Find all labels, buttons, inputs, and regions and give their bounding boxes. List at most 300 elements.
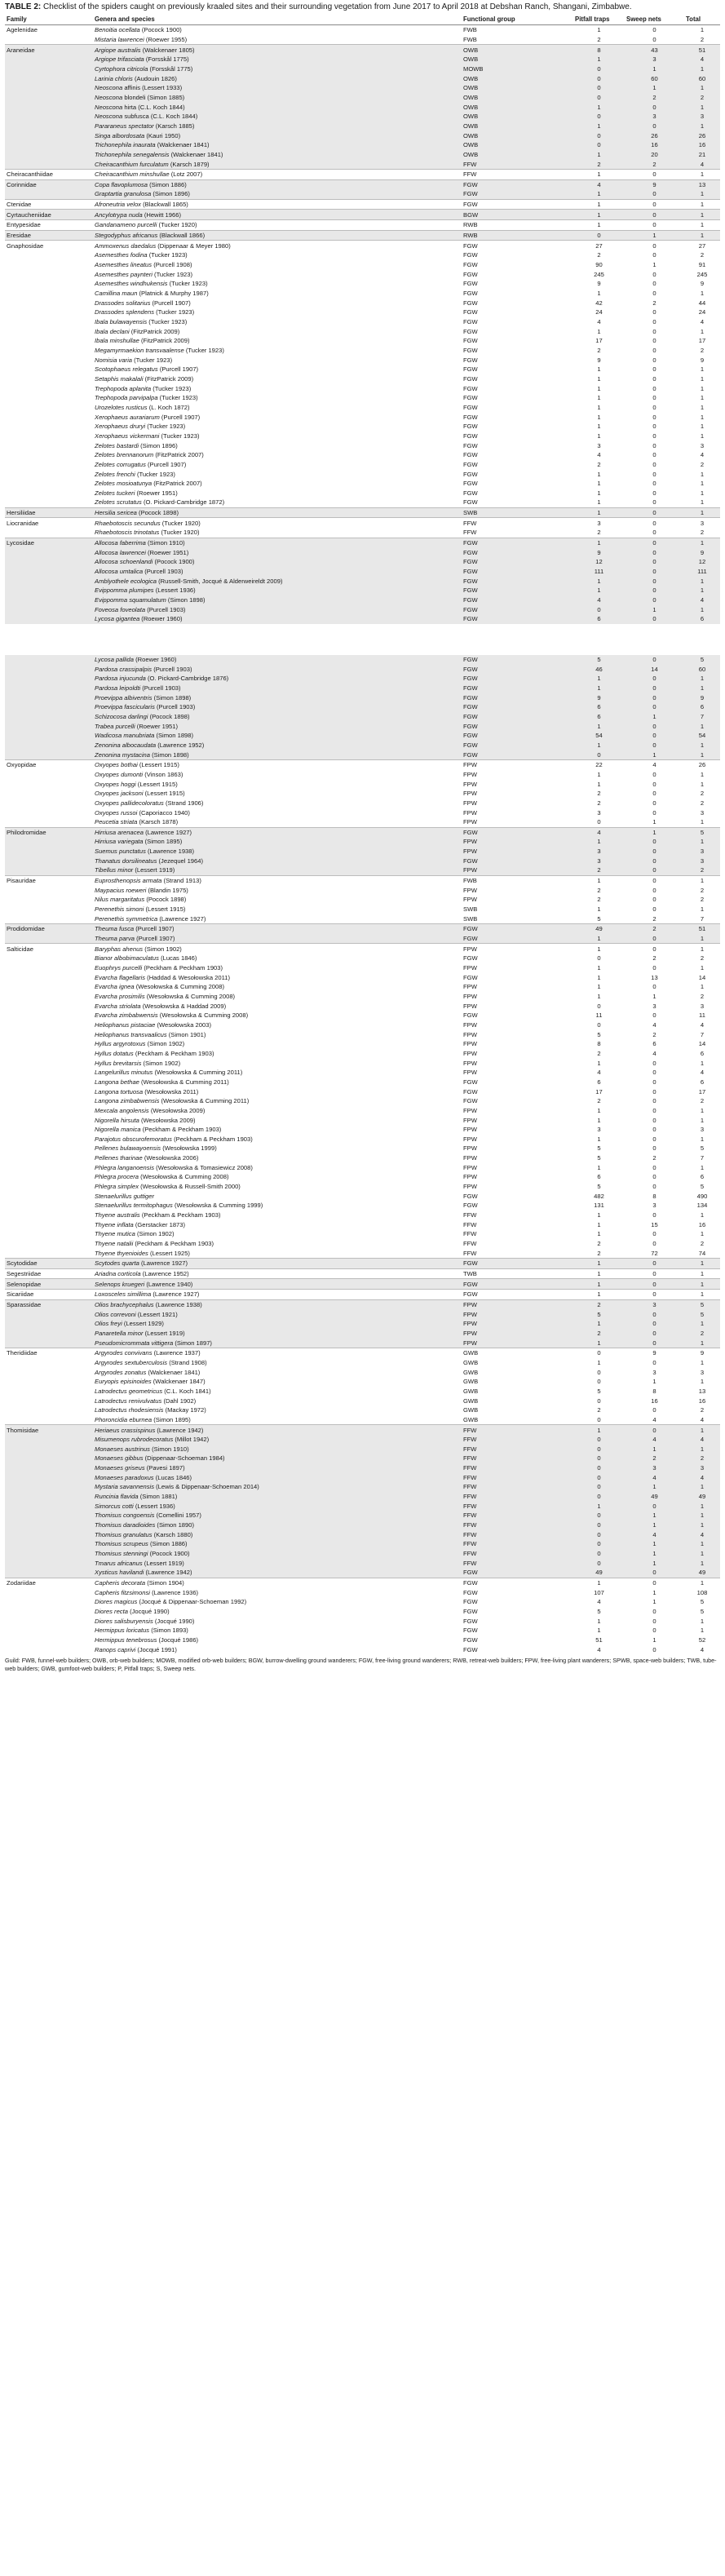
functional-group-cell: FPW — [463, 896, 477, 904]
species-name: Theuma fusca — [95, 925, 135, 933]
total-count-cell: 4 — [684, 159, 720, 169]
sweep-count-cell: 0 — [625, 1425, 684, 1435]
species-authority: (Walckenaer 1847) — [153, 1378, 206, 1386]
species-name: Langona zimbabwensis — [95, 1097, 160, 1105]
functional-group-cell: FFW — [462, 1482, 573, 1492]
family-cell — [5, 1405, 93, 1415]
species-cell — [93, 1635, 462, 1645]
table-row — [5, 1329, 720, 1339]
total-count-cell: 1 — [684, 220, 720, 231]
sweep-count-cell: 43 — [625, 45, 684, 55]
species-cell — [93, 199, 462, 210]
functional-group-cell: FPW — [463, 818, 477, 826]
species-name: Ariadna corticola — [95, 1270, 141, 1278]
total-count-cell: 1 — [684, 1338, 720, 1348]
functional-group-cell: FGW — [463, 356, 478, 364]
species-authority: (Simon 1896) — [140, 441, 178, 449]
sweep-count-cell: 0 — [625, 741, 684, 750]
species-name: Proevippa albiventris — [95, 693, 153, 702]
total-count-cell: 14 — [698, 973, 706, 981]
functional-group-cell: FFW — [462, 159, 573, 169]
total-count-cell: 11 — [699, 1011, 705, 1020]
species-name: Trephopoda aplanita — [95, 384, 152, 392]
total-count-cell: 4 — [700, 1415, 705, 1423]
species-authority: (Comellini 1957) — [156, 1512, 201, 1520]
species-name: Simorcus cotti — [95, 1502, 134, 1510]
species-cell — [93, 856, 462, 865]
species-name: Xerophaeus aurariarum — [95, 413, 160, 421]
table-row — [5, 1454, 720, 1463]
family-cell — [5, 963, 93, 973]
pitfall-count-cell: 1 — [573, 210, 625, 220]
species-authority: (Millot 1942) — [175, 1436, 210, 1444]
pitfall-count-cell: 107 — [594, 1588, 604, 1596]
species-name: Langona tortuosa — [95, 1087, 144, 1095]
species-name: Proevippa fascicularis — [95, 703, 155, 711]
table-row — [5, 1068, 720, 1078]
table-row — [5, 131, 720, 140]
family-cell — [5, 422, 93, 432]
total-count-cell: 9 — [700, 356, 705, 364]
pitfall-count-cell: 1 — [597, 1211, 601, 1219]
family-cell — [5, 317, 93, 327]
species-cell — [93, 827, 462, 837]
family-cell — [5, 528, 93, 538]
species-authority: (Peckham & Peckham 1903) — [144, 964, 223, 972]
table-body-part-2 — [5, 655, 720, 1654]
sweep-count-cell: 0 — [625, 944, 684, 954]
family-cell — [5, 1162, 93, 1172]
table-row — [5, 604, 720, 614]
functional-group-cell: FGW — [463, 470, 478, 478]
total-count-cell: 2 — [700, 251, 705, 259]
table-row — [5, 1549, 720, 1559]
species-name: Evarcha zimbabwensis — [95, 1011, 158, 1020]
pitfall-count-cell: 4 — [573, 595, 625, 605]
functional-group-cell: FGW — [462, 693, 573, 702]
pitfall-count-cell: 3 — [573, 847, 625, 856]
functional-group-cell: GWB — [463, 1396, 479, 1405]
species-name: Setaphis makalali — [95, 374, 144, 383]
total-count-cell: 4 — [700, 1645, 705, 1653]
pitfall-count-cell: 4 — [597, 1645, 601, 1653]
pitfall-count-cell: 54 — [573, 731, 625, 741]
species-name: Euophrys purcelli — [95, 964, 143, 972]
sweep-count-cell: 0 — [625, 518, 684, 528]
table-row — [5, 1182, 720, 1192]
species-authority: (Lessert 1936) — [155, 586, 196, 595]
species-authority: (Purcell 1907) — [152, 299, 191, 307]
species-authority: (Wesołowska & Cumming 1999) — [174, 1202, 263, 1210]
sweep-count-cell: 16 — [651, 1396, 658, 1405]
sweep-count-cell: 0 — [652, 1078, 656, 1086]
table-row — [5, 693, 720, 702]
table-row — [5, 1279, 720, 1290]
species-cell — [93, 112, 462, 122]
species-name: Parajotus obscurofemoratus — [95, 1135, 172, 1143]
family-cell: Scytodidae — [5, 1259, 93, 1269]
species-name: Amblyothele ecologica — [95, 577, 157, 585]
species-authority: (Simon 1898) — [152, 750, 189, 759]
species-authority: (Roewer 1951) — [136, 722, 179, 730]
species-cell — [93, 1182, 462, 1192]
total-count-cell: 7 — [700, 914, 705, 923]
pitfall-count-cell: 90 — [595, 261, 603, 269]
species-name: Hyllus dotatus — [95, 1049, 134, 1057]
species-table — [5, 14, 720, 624]
family-cell — [5, 1520, 93, 1530]
species-cell — [93, 73, 462, 83]
sweep-count-cell: 4 — [625, 1435, 684, 1445]
species-name: Oxyopes pallidecoloratus — [95, 799, 164, 807]
species-name: Ibala minshullae — [95, 337, 139, 345]
sweep-count-cell: 0 — [625, 122, 684, 131]
species-authority: (Roewer 1955) — [145, 35, 188, 43]
pitfall-count-cell: 1 — [573, 1338, 625, 1348]
table-row — [5, 1568, 720, 1578]
species-cell — [93, 1463, 462, 1473]
functional-group-cell: FGW — [462, 1578, 573, 1587]
species-cell — [93, 538, 462, 547]
species-name: Thomisus congoensis — [95, 1512, 155, 1520]
table-row — [5, 1020, 720, 1030]
family-cell — [5, 693, 93, 702]
sweep-count-cell: 0 — [625, 576, 684, 586]
table-row — [5, 770, 720, 780]
functional-group-cell: FPW — [463, 1183, 477, 1191]
family-cell: Eresidae — [5, 230, 93, 241]
table-row — [5, 664, 720, 674]
functional-group-cell: FGW — [462, 712, 573, 722]
species-authority: (Tucker 1923) — [156, 308, 195, 316]
species-cell — [93, 1011, 462, 1020]
species-name: Selenops kruegeri — [95, 1280, 145, 1288]
family-cell — [5, 1626, 93, 1635]
family-cell — [5, 885, 93, 895]
total-count-cell: 1 — [700, 1617, 705, 1625]
family-cell — [5, 1539, 93, 1549]
species-authority: (Purcell 1907) — [159, 365, 199, 374]
total-count-cell: 1 — [684, 934, 720, 944]
species-name: Argyrodes sextuberculosis — [95, 1358, 168, 1366]
sweep-count-cell: 3 — [625, 1299, 684, 1309]
family-cell — [5, 1396, 93, 1405]
pitfall-count-cell: 1 — [573, 1268, 625, 1279]
family-cell — [5, 1172, 93, 1182]
family-cell — [5, 374, 93, 384]
table-row — [5, 865, 720, 875]
table-row — [5, 944, 720, 954]
species-name: Misumenops rubrodecoratus — [95, 1436, 174, 1444]
table-row — [5, 972, 720, 982]
table-row — [5, 422, 720, 432]
pitfall-count-cell: 1 — [597, 964, 601, 972]
species-table-continued — [5, 655, 720, 1654]
table-row — [5, 779, 720, 789]
sweep-count-cell: 0 — [652, 1126, 656, 1134]
species-cell — [93, 102, 462, 112]
table-row — [5, 159, 720, 169]
table-row — [5, 1268, 720, 1279]
table-footnote: Guild: FWB, funnel-web builders; OWB, orb-web builders; MOWB, modified orb-web builders; BGW, burrow-dwelling ground wanderers; FGW, free-living ground wanderers; RWB, retreat-web builders; FPW, free-living plant wanderers; SPWB, space-web builders; TWB, tube-web builders; GWB, gumfoot-web builders; P, Pitfall traps; S, Sweep nets. — [5, 1656, 717, 1672]
pitfall-count-cell: 1 — [597, 992, 601, 1000]
family-cell: Philodromidae — [5, 827, 93, 837]
species-cell — [93, 1078, 462, 1087]
species-cell — [93, 847, 462, 856]
species-authority: (Lessert 1919) — [144, 1559, 184, 1567]
sweep-count-cell: 0 — [652, 356, 656, 364]
species-name: Evarcha flagellaris — [95, 973, 146, 981]
family-cell — [5, 1020, 93, 1030]
species-authority: (Tucker 1923) — [148, 318, 188, 326]
table-row — [5, 64, 720, 74]
table-row — [5, 1011, 720, 1020]
total-count-cell: 1 — [700, 964, 705, 972]
total-count-cell: 4 — [700, 1020, 705, 1029]
table-row — [5, 924, 720, 934]
functional-group-cell: FPW — [462, 1329, 573, 1339]
pitfall-count-cell: 4 — [597, 1069, 601, 1077]
family-cell: Sicariidae — [5, 1290, 93, 1300]
family-cell — [5, 1511, 93, 1520]
family-cell: Lycosidae — [5, 538, 93, 547]
total-count-cell: 3 — [684, 856, 720, 865]
functional-group-cell: FGW — [463, 1078, 478, 1086]
pitfall-count-cell: 2 — [597, 896, 601, 904]
species-name: Euprosthenopsis armata — [95, 877, 162, 885]
functional-group-cell: FFW — [463, 1211, 477, 1219]
species-authority: (Jocqué & Dippenaar-Schoeman 1992) — [139, 1598, 247, 1606]
species-authority: (Wesołowska & Cumming 2008) — [146, 992, 236, 1000]
table-row — [5, 326, 720, 336]
sweep-count-cell: 0 — [625, 507, 684, 518]
species-name: Evarcha prosimilis — [95, 992, 145, 1000]
species-name: Stenaelurillus termitophagus — [95, 1202, 173, 1210]
functional-group-cell: FGW — [462, 664, 573, 674]
functional-group-cell: FFW — [462, 1529, 573, 1539]
family-cell — [5, 140, 93, 150]
species-name: Theuma parva — [95, 935, 135, 943]
species-authority: (Wesołowska 1999) — [162, 1144, 217, 1153]
species-name: Olios freyi — [95, 1320, 122, 1328]
table-row — [5, 1492, 720, 1502]
species-name: Cheiracanthium furculatum — [95, 160, 169, 168]
total-count-cell: 13 — [698, 1387, 706, 1395]
species-authority: (Haddad & Wesołowska 2011) — [147, 973, 231, 981]
functional-group-cell: FGW — [463, 1011, 478, 1020]
total-count-cell: 1 — [700, 470, 705, 478]
species-cell — [93, 1299, 462, 1309]
species-authority: (Peckham & Peckham 1903) — [142, 1126, 222, 1134]
species-cell — [93, 1626, 462, 1635]
sweep-count-cell: 0 — [625, 865, 684, 875]
pitfall-count-cell: 17 — [595, 1087, 603, 1095]
family-cell — [5, 1415, 93, 1425]
pitfall-count-cell: 0 — [597, 1020, 601, 1029]
total-count-cell: 3 — [700, 1368, 705, 1376]
total-count-cell: 2 — [700, 886, 705, 894]
species-name: Thomisus granulatus — [95, 1530, 153, 1538]
functional-group-cell: FGW — [463, 394, 478, 402]
functional-group-cell: OWB — [462, 102, 573, 112]
sweep-count-cell: 0 — [652, 808, 656, 817]
functional-group-cell: FGW — [462, 199, 573, 210]
species-cell — [93, 422, 462, 432]
sweep-count-cell: 0 — [652, 1106, 656, 1114]
table-row — [5, 1529, 720, 1539]
table-row — [5, 1299, 720, 1309]
functional-group-cell: FGW — [462, 567, 573, 577]
species-cell — [93, 1229, 462, 1239]
sweep-count-cell: 0 — [625, 199, 684, 210]
species-cell — [93, 1219, 462, 1229]
family-cell — [5, 1616, 93, 1626]
sweep-count-cell: 1 — [625, 1549, 684, 1559]
species-cell — [93, 507, 462, 518]
sweep-count-cell: 0 — [652, 413, 656, 421]
species-cell — [93, 150, 462, 160]
sweep-count-cell: 0 — [652, 896, 656, 904]
species-name: Nigorella hirsuta — [95, 1116, 139, 1124]
species-cell — [93, 189, 462, 199]
species-cell — [93, 1549, 462, 1559]
pitfall-count-cell: 0 — [573, 230, 625, 241]
species-name: Neoscona — [95, 113, 123, 121]
species-authority: (Peckham & Peckham 1903) — [135, 1240, 214, 1248]
species-authority: (Pocock 1898) — [149, 712, 190, 720]
total-count-cell: 21 — [684, 150, 720, 160]
species-authority: (FitzPatrick 2009) — [130, 327, 180, 335]
pitfall-count-cell: 1 — [597, 413, 601, 421]
family-cell: Cyrtaucheniidae — [5, 210, 93, 220]
species-authority: (Simon 1898) — [153, 693, 192, 702]
sweep-count-cell: 0 — [652, 1406, 656, 1414]
species-name: Neoscona — [95, 84, 123, 92]
family-cell — [5, 905, 93, 914]
species-cell — [93, 469, 462, 479]
species-cell — [93, 1520, 462, 1530]
family-cell — [5, 1001, 93, 1011]
pitfall-count-cell: 2 — [597, 35, 601, 43]
species-name: Ammoxenus daedalus — [95, 241, 157, 250]
species-authority: (Karsch 1885) — [155, 122, 195, 130]
functional-group-cell: FGW — [463, 299, 478, 307]
sweep-count-cell: 1 — [625, 712, 684, 722]
pitfall-count-cell: 1 — [573, 507, 625, 518]
pitfall-count-cell: 9 — [597, 356, 601, 364]
species-authority: affinis (Lessert 1933) — [124, 84, 183, 92]
functional-group-cell: FGW — [463, 451, 478, 459]
species-authority: (Wesołowska & Cumming 2008) — [140, 1173, 229, 1181]
family-cell — [5, 498, 93, 507]
sweep-count-cell: 14 — [625, 664, 684, 674]
family-cell — [5, 1078, 93, 1087]
species-cell — [93, 460, 462, 470]
total-count-cell: 5 — [684, 1309, 720, 1319]
total-count-cell: 3 — [700, 1126, 705, 1134]
species-authority: (Lucas 1846) — [161, 954, 197, 963]
functional-group-cell: FFW — [463, 1230, 477, 1238]
species-cell — [93, 1319, 462, 1329]
family-cell — [5, 1115, 93, 1125]
sweep-count-cell: 0 — [652, 1183, 656, 1191]
functional-group-cell: FPW — [462, 1309, 573, 1319]
species-cell — [93, 220, 462, 231]
family-cell — [5, 655, 93, 665]
family-cell — [5, 326, 93, 336]
pitfall-count-cell: 2 — [597, 346, 601, 354]
table-row — [5, 1049, 720, 1059]
species-authority: (Pocock 1898) — [146, 896, 187, 904]
species-name: Bianor albobimaculatus — [95, 954, 159, 963]
functional-group-cell: FPW — [463, 1040, 477, 1048]
pitfall-count-cell: 46 — [573, 664, 625, 674]
species-cell — [93, 1578, 462, 1587]
species-authority: (Simon 1890) — [157, 1521, 195, 1529]
species-authority: (Tucker 1920) — [161, 529, 200, 537]
table-row — [5, 528, 720, 538]
species-name: Monaeses gibbus — [95, 1454, 144, 1463]
table-row — [5, 269, 720, 279]
pitfall-count-cell: 1 — [597, 290, 601, 298]
table-row — [5, 93, 720, 103]
species-name: Evarcha striolata — [95, 1002, 141, 1010]
family-cell — [5, 1329, 93, 1339]
species-name: Pararaneus spectator — [95, 122, 154, 130]
pitfall-count-cell: 49 — [573, 1568, 625, 1578]
sweep-count-cell: 0 — [625, 1329, 684, 1339]
species-name: Thomisus scrupeus — [95, 1540, 148, 1548]
family-cell — [5, 721, 93, 731]
species-cell — [93, 241, 462, 250]
pitfall-count-cell: 0 — [573, 1472, 625, 1482]
pitfall-count-cell: 1 — [573, 538, 625, 547]
family-cell — [5, 159, 93, 169]
table-row — [5, 1501, 720, 1511]
pitfall-count-cell: 0 — [573, 1454, 625, 1463]
total-count-cell: 3 — [700, 1002, 705, 1010]
total-count-cell: 1 — [684, 944, 720, 954]
species-authority: (Dippenaar-Schoeman 1984) — [144, 1454, 225, 1463]
family-cell — [5, 432, 93, 441]
sweep-count-cell: 0 — [625, 169, 684, 179]
sweep-count-cell: 0 — [625, 934, 684, 944]
species-authority: (Purcell 1907) — [136, 935, 175, 943]
sweep-count-cell: 0 — [652, 886, 656, 894]
species-cell — [93, 169, 462, 179]
pitfall-count-cell: 1 — [573, 1279, 625, 1290]
family-cell — [5, 35, 93, 45]
total-count-cell: 1 — [700, 1378, 705, 1386]
table-row — [5, 393, 720, 403]
species-cell — [93, 498, 462, 507]
species-cell — [93, 808, 462, 817]
pitfall-count-cell: 0 — [573, 64, 625, 74]
functional-group-cell: FGW — [462, 731, 573, 741]
sweep-count-cell: 3 — [625, 112, 684, 122]
species-cell — [93, 972, 462, 982]
species-name: Megamyrmaekion transvaalense — [95, 346, 184, 354]
table-row — [5, 169, 720, 179]
pitfall-count-cell: 1 — [597, 983, 601, 991]
species-authority: (C.L. Koch 1841) — [164, 1387, 211, 1395]
pitfall-count-cell: 1 — [573, 586, 625, 595]
family-cell — [5, 1358, 93, 1368]
total-count-cell: 1 — [684, 122, 720, 131]
total-count-cell: 1 — [684, 189, 720, 199]
species-name: Evarcha ignea — [95, 983, 135, 991]
sweep-count-cell: 0 — [652, 280, 656, 288]
